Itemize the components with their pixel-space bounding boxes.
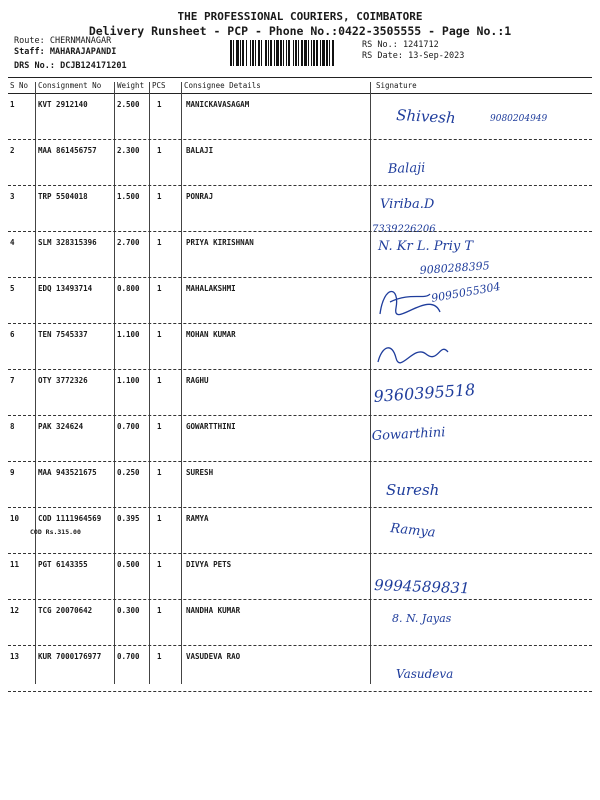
table-row [0, 94, 600, 140]
drs-value: DCJB124171201 [60, 61, 127, 71]
cell-sno: 5 [10, 284, 15, 293]
cell-weight: 0.250 [117, 468, 140, 477]
col-header-weight: Weight [117, 81, 145, 90]
barcode-icon [230, 40, 356, 66]
signature [370, 646, 595, 692]
table-row [0, 278, 600, 324]
cell-consignee: VASUDEVA RAO [186, 652, 241, 661]
drs-label: DRS No.: [14, 61, 55, 71]
signature-text: Ramya [389, 521, 437, 541]
cell-pcs: 1 [157, 284, 162, 293]
cell-consignment: KUR 7000176977 [38, 652, 102, 661]
cell-consignment: TCG 20070642 [38, 606, 93, 615]
cell-pcs: 1 [157, 422, 162, 431]
signature [370, 140, 595, 186]
table-row [0, 370, 600, 416]
col-header-sno: S No [10, 81, 29, 90]
signature-text: Shivesh [395, 106, 457, 128]
cell-weight: 0.300 [117, 606, 140, 615]
cell-weight: 2.300 [117, 146, 140, 155]
signature-phone: 9080204949 [490, 114, 548, 124]
runsheet-subtitle: Delivery Runsheet - PCP - Phone No.:0422-3505555 - Page No.:1 [88, 24, 512, 38]
col-header-consignment: Consignment No [38, 81, 102, 90]
cell-consignment: EDQ 13493714 [38, 284, 93, 293]
signature [370, 232, 595, 278]
table-row [0, 324, 600, 370]
signature-text: Suresh [386, 481, 440, 499]
signature [370, 278, 595, 324]
cell-weight: 2.700 [117, 238, 140, 247]
rs-date-label: RS Date: [362, 51, 403, 61]
cell-sno: 11 [10, 560, 20, 569]
cell-weight: 1.500 [117, 192, 140, 201]
cell-weight: 0.700 [117, 422, 140, 431]
cell-pcs: 1 [157, 560, 162, 569]
staff-line [14, 47, 116, 57]
signature-phone: 9095055304 [430, 279, 502, 305]
cell-pcs: 1 [157, 514, 162, 523]
signature [370, 94, 595, 140]
cell-consignee: PRIYA KIRISHNAN [186, 238, 254, 247]
cell-sno: 12 [10, 606, 20, 615]
cell-sno: 6 [10, 330, 15, 339]
rs-date-value: 13-Sep-2023 [408, 51, 465, 61]
cell-weight: 0.800 [117, 284, 140, 293]
signature [370, 600, 595, 646]
cell-consignee: DIVYA PETS [186, 560, 232, 569]
cell-weight: 1.100 [117, 376, 140, 385]
row-separator [8, 691, 592, 692]
staff-label: Staff: [14, 47, 45, 57]
table-row [0, 508, 600, 554]
table-row [0, 646, 600, 692]
signature [370, 324, 595, 370]
cell-sno: 1 [10, 100, 15, 109]
header-top-rule [8, 77, 592, 78]
route-line [14, 36, 111, 46]
cod-amount: COD Rs.315.00 [30, 528, 81, 536]
signature-text: Gowarthini [371, 425, 446, 444]
cell-consignee: PONRAJ [186, 192, 214, 201]
cell-consignment: MAA 861456757 [38, 146, 97, 155]
cell-weight: 0.500 [117, 560, 140, 569]
signature [370, 186, 595, 235]
cell-sno: 2 [10, 146, 15, 155]
signature [370, 508, 595, 554]
table-row [0, 416, 600, 462]
cell-consignment: OTY 3772326 [38, 376, 88, 385]
cell-pcs: 1 [157, 146, 162, 155]
signature [370, 554, 595, 600]
cell-consignment: SLM 328315396 [38, 238, 97, 247]
cell-consignee: NANDHA KUMAR [186, 606, 241, 615]
cell-consignment: COD 1111964569 [38, 514, 102, 523]
cell-sno: 8 [10, 422, 15, 431]
cell-consignee: MAHALAKSHMI [186, 284, 236, 293]
cell-consignee: GOWARTTHINI [186, 422, 236, 431]
cell-consignee: RAMYA [186, 514, 209, 523]
rs-no-label: RS No.: [362, 40, 398, 50]
staff-value: MAHARAJAPANDI [49, 47, 117, 57]
table-row [0, 232, 600, 278]
cell-consignment: MAA 943521675 [38, 468, 97, 477]
cell-weight: 0.395 [117, 514, 140, 523]
cell-sno: 10 [10, 514, 20, 523]
cell-consignee: MOHAN KUMAR [186, 330, 236, 339]
cell-pcs: 1 [157, 652, 162, 661]
cell-consignee: RAGHU [186, 376, 209, 385]
col-header-signature: Signature [376, 81, 417, 90]
cell-consignee: BALAJI [186, 146, 214, 155]
cell-consignment: PAK 324624 [38, 422, 84, 431]
table-row [0, 186, 600, 235]
rs-no-line [362, 40, 439, 50]
signature [370, 462, 595, 508]
table-row [0, 140, 600, 186]
cell-sno: 3 [10, 192, 15, 201]
cell-consignment: KVT 2912140 [38, 100, 88, 109]
signature [370, 416, 595, 462]
signature-text: Viriba.D [380, 197, 435, 212]
signature-phone: 9080288395 [419, 259, 491, 277]
signature-scribble [378, 348, 448, 363]
cell-weight: 0.700 [117, 652, 140, 661]
signature-text: Vasudeva [396, 667, 454, 681]
signature-text: 9994589831 [373, 576, 470, 598]
cell-pcs: 1 [157, 192, 162, 201]
rs-date-line [362, 51, 464, 61]
cell-pcs: 1 [157, 606, 162, 615]
cell-pcs: 1 [157, 238, 162, 247]
table-row [0, 600, 600, 646]
cell-consignee: SURESH [186, 468, 214, 477]
cell-pcs: 1 [157, 330, 162, 339]
cell-pcs: 1 [157, 376, 162, 385]
cell-weight: 2.500 [117, 100, 140, 109]
cell-weight: 1.100 [117, 330, 140, 339]
cell-sno: 13 [10, 652, 20, 661]
cell-consignee: MANICKAVASAGAM [186, 100, 250, 109]
table-row [0, 554, 600, 600]
signature-text: 9360395518 [372, 379, 476, 406]
cell-pcs: 1 [157, 468, 162, 477]
company-title: THE PROFESSIONAL COURIERS, COIMBATORE [177, 10, 423, 23]
cell-consignment: PGT 6143355 [38, 560, 88, 569]
route-label: Route: [14, 36, 45, 46]
col-header-consignee: Consignee Details [184, 81, 261, 90]
table-row [0, 462, 600, 508]
cell-sno: 4 [10, 238, 15, 247]
route-value: CHERNMANAGAR [49, 36, 112, 46]
signature-text: N. Kr L. Priy T [378, 239, 474, 254]
signature-phone: 7339226206 [372, 224, 436, 235]
rs-no-value: 1241712 [402, 40, 439, 50]
cell-sno: 9 [10, 468, 15, 477]
signature [370, 370, 595, 416]
cell-pcs: 1 [157, 100, 162, 109]
cell-consignment: TEN 7545337 [38, 330, 88, 339]
col-header-pcs: PCS [152, 81, 166, 90]
signature-text: Balaji [387, 160, 426, 177]
cell-sno: 7 [10, 376, 15, 385]
cell-consignment: TRP 5504018 [38, 192, 88, 201]
signature-text: 8. N. Jayas [392, 612, 452, 625]
drs-line [14, 61, 127, 71]
